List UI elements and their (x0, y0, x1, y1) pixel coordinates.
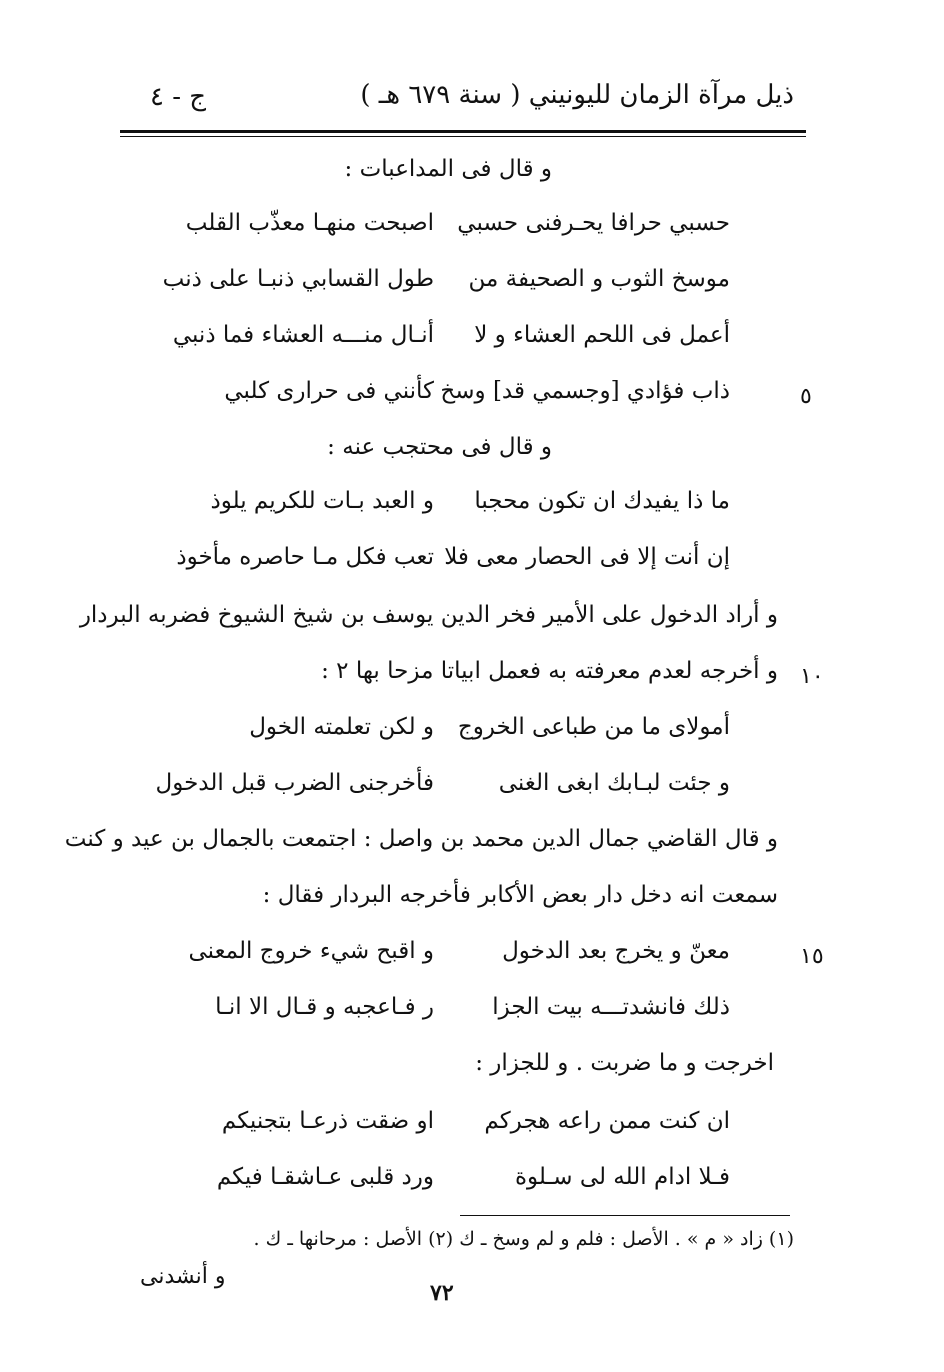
prose-line: و أراد الدخول على الأمير فخر الدين يوسف بن شيخ الشيوخ فضربه البردار (79, 602, 778, 628)
verse-first-hemistich: حسبي حرافا يحـرفنى حسبي (457, 210, 730, 236)
verse-second-hemistich: طول القسابي ذنبـا على ذنب (162, 266, 434, 292)
verse-first-hemistich: أعمل فى اللحم العشاء و لا (474, 322, 730, 348)
catchword: و أنشدنى (140, 1264, 226, 1289)
running-header-volume: ج - ٤ (150, 82, 207, 112)
prose-line: سمعت انه دخل دار بعض الأكابر فأخرجه البردار فقال : (262, 882, 778, 908)
verse-first-hemistich: ما ذا يفيدك ان تكون محجبا (474, 488, 730, 514)
verse-first-hemistich: ان كنت ممن راعه هجركم (484, 1108, 730, 1134)
verse-first-hemistich: موسخ الثوب و الصحيفة من (468, 266, 730, 292)
verse-first-hemistich: إن أنت إلا فى الحصار معى فلا (444, 544, 730, 570)
verse-first-hemistich: ذاب فؤادي [وجسمي قد] وسخ (440, 378, 730, 404)
verse-second-hemistich: و العبد بـات للكريم يلوذ (210, 488, 434, 514)
verse-second-hemistich: فأخرجنى الضرب قبل الدخول (155, 770, 434, 796)
line-number: ١٠ (800, 664, 824, 689)
line-number: ٥ (800, 384, 812, 409)
verse-second-hemistich: تعب فكل مـا حاصره مأخوذ (176, 544, 434, 570)
verse-second-hemistich: و لكن تعلمته الخول (249, 714, 434, 740)
verse-first-hemistich: فـلا ادام الله لى سـلوة (514, 1164, 730, 1190)
prose-line: و أخرجه لعدم معرفته به فعمل ابياتا مزحا بها ٢ : (321, 658, 778, 684)
line-number: ١٥ (800, 944, 824, 969)
verse-first-hemistich: ذلك فانشدتـــه بيت الجزا (492, 994, 730, 1020)
verse-first-hemistich: أمولاى ما من طباعى الخروج (457, 714, 730, 740)
verse-second-hemistich: ر فـاعجبه و قـال الا انـا (215, 994, 434, 1020)
prose-line: و قال القاضي جمال الدين محمد بن واصل : اجتمعت بالجمال بن عيد و كنت (64, 826, 778, 852)
footnote: (١) زاد « م » . الأصل : فلم و لم وسخ ـ ك (٢) الأصل : مرحانها ـ ك . (253, 1228, 794, 1250)
verse-second-hemistich: اصبحت منهـا معذّب القلب (185, 210, 434, 236)
poem-intro: و قال فى المداعبات : (344, 156, 552, 182)
header-rule-thin (120, 136, 806, 137)
prose-line: اخرجت و ما ضربت . و للجزار : (475, 1050, 774, 1076)
header-rule-thick (120, 130, 806, 133)
running-header-title: ذيل مرآة الزمان لليونيني ( سنة ٦٧٩ هـ ) (360, 80, 794, 110)
verse-second-hemistich: ورد قلبى عـاشقـا فيكم (216, 1164, 434, 1190)
verse-first-hemistich: معنّ و يخرج بعد الدخول (502, 938, 730, 964)
poem-intro: و قال فى محتجب عنه : (327, 434, 552, 460)
footnote-rule (460, 1215, 790, 1216)
verse-second-hemistich: او ضقت ذرعـا بتجنيكم (221, 1108, 434, 1134)
verse-second-hemistich: كأنني فى حرارى كلبي (224, 378, 434, 404)
verse-first-hemistich: و جئت لبـابك ابغى الغنى (498, 770, 730, 796)
page-number: ٧٢ (430, 1280, 454, 1306)
verse-second-hemistich: أنـال منـــه العشاء فما ذنبي (172, 322, 434, 348)
verse-second-hemistich: و اقبح شيء خروج المعنى (188, 938, 434, 964)
